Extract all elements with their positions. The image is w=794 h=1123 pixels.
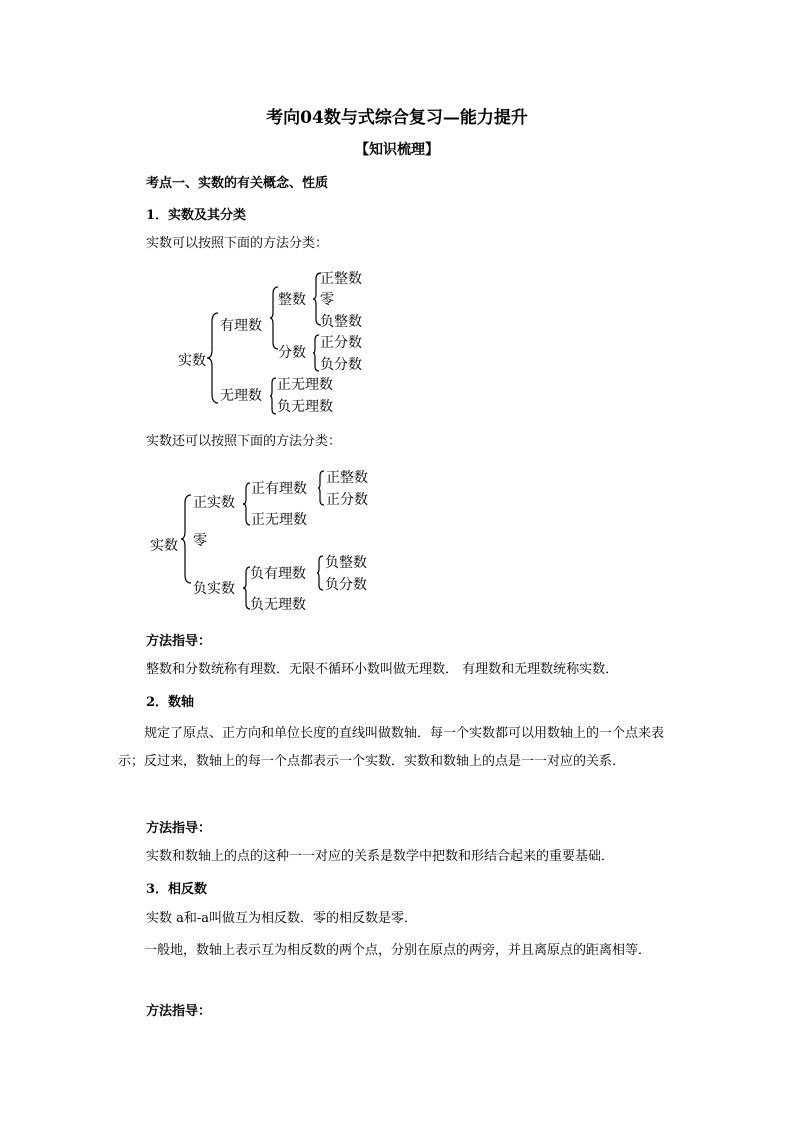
paragraph: 实数 a和-a叫做互为相反数．零的相反数是零． <box>146 911 418 926</box>
paragraph: 实数可以按照下面的方法分类： <box>146 236 329 251</box>
tree-leaf: 正整数 <box>320 271 362 287</box>
tree-leaf: 正整数 <box>326 470 368 486</box>
method-label: 方法指导： <box>146 634 212 649</box>
tree-node-neg-rational: 负有理数 <box>250 566 306 582</box>
brace-icon <box>180 494 192 584</box>
paragraph: 一般地，数轴上表示互为相反数的两个点，分别在原点的两旁，并且离原点的距离相等． <box>144 943 652 958</box>
tree-leaf: 负无理数 <box>250 597 306 613</box>
tree-leaf: 零 <box>320 292 334 308</box>
method-label: 方法指导： <box>146 821 212 836</box>
brace-icon <box>317 470 325 506</box>
subsection-heading: 1．实数及其分类 <box>146 208 247 223</box>
page-subtitle: 【知识梳理】 <box>355 142 439 158</box>
tree-leaf: 负无理数 <box>277 399 333 415</box>
tree-leaf: 负分数 <box>320 357 362 373</box>
tree-node-root: 实数 <box>178 353 206 369</box>
brace-icon <box>316 555 324 591</box>
brace-icon <box>269 377 277 415</box>
paragraph: 规定了原点、正方向和单位长度的直线叫做数轴．每一个实数都可以用数轴上的一个点来表示；反过来，数轴上的每一个点都表示一个实数．实数和数轴上的点是一一对应的关系． <box>118 726 665 769</box>
tree-node-zero: 零 <box>193 533 207 549</box>
brace-icon <box>206 312 220 404</box>
brace-icon <box>242 482 251 526</box>
page-title: 考向04数与式综合复习—能力提升 <box>266 108 528 128</box>
tree-leaf: 负整数 <box>320 314 362 330</box>
tree-node-rational: 有理数 <box>220 318 262 334</box>
tree-leaf: 正无理数 <box>251 512 307 528</box>
brace-icon <box>312 334 320 372</box>
subsection-heading: 3．相反数 <box>146 882 208 897</box>
section-heading: 考点一、实数的有关概念、性质 <box>146 176 329 191</box>
subsection-heading: 2．数轴 <box>146 695 195 710</box>
tree-leaf: 负分数 <box>325 577 367 593</box>
tree-node-irrational: 无理数 <box>220 388 262 404</box>
tree-node-negative: 负实数 <box>193 581 235 597</box>
paragraph: 实数还可以按照下面的方法分类： <box>146 434 342 449</box>
tree-node-pos-rational: 正有理数 <box>251 481 307 497</box>
tree-node-fraction: 分数 <box>278 345 306 361</box>
method-label: 方法指导： <box>146 1004 212 1019</box>
paragraph: 实数和数轴上的点的这种一一对应的关系是数学中把数和形结合起来的重要基础． <box>146 849 615 864</box>
tree-leaf: 负整数 <box>325 555 367 571</box>
tree-leaf: 正分数 <box>320 335 362 351</box>
tree-node-root: 实数 <box>150 538 178 554</box>
tree-leaf: 正无理数 <box>277 377 333 393</box>
paragraph: 整数和分数统称有理数．无限不循环小数叫做无理数． 有理数和无理数统称实数． <box>146 662 619 677</box>
tree-node-positive: 正实数 <box>193 495 235 511</box>
tree-leaf: 正分数 <box>326 492 368 508</box>
tree-node-integer: 整数 <box>278 292 306 308</box>
